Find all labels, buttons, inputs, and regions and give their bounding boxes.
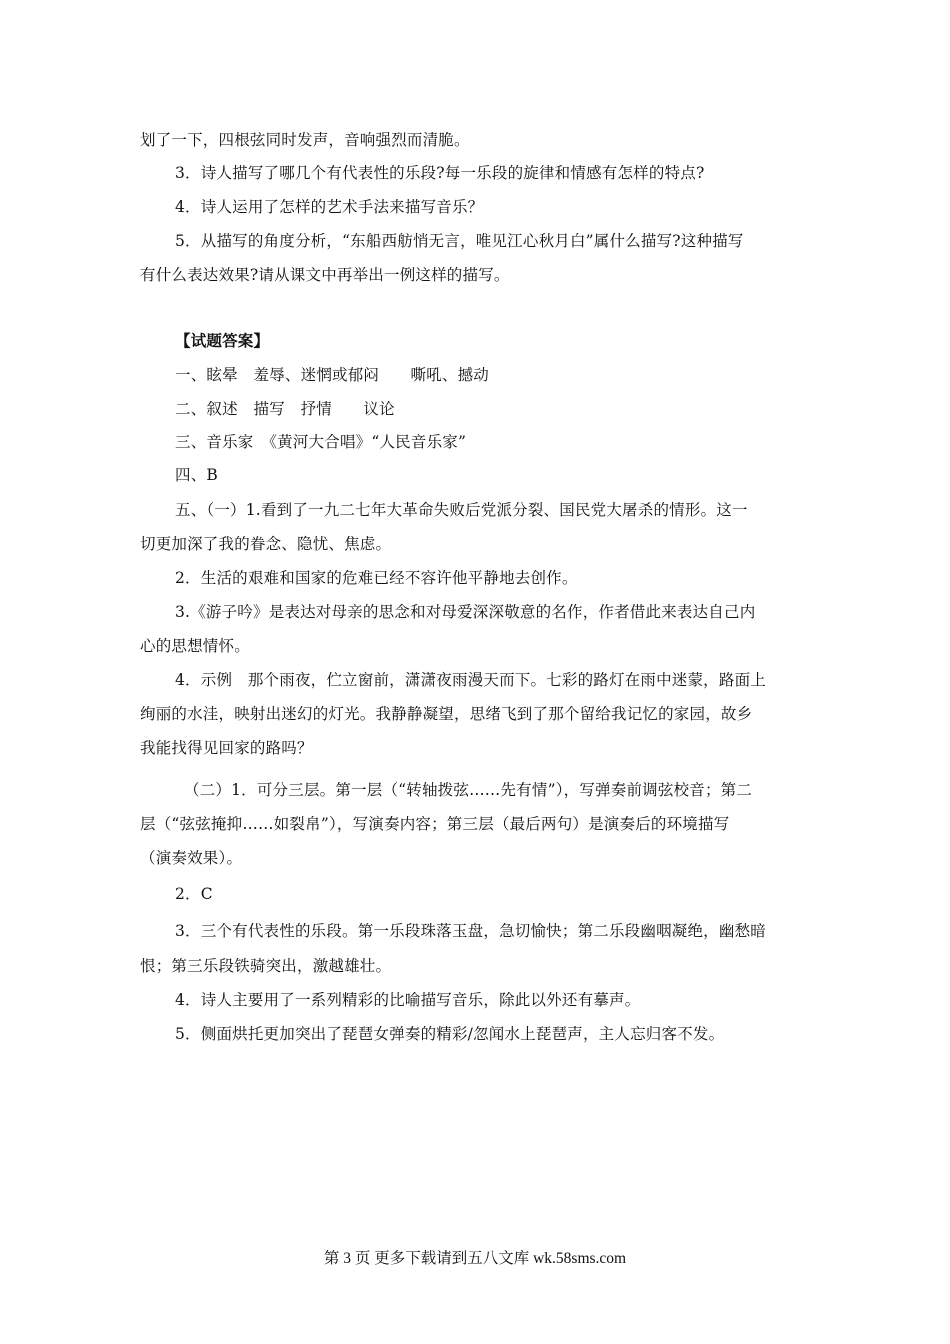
page-footer: 第 3 页 更多下载请到五八文库 wk.58sms.com xyxy=(323,1250,627,1267)
answer-3: 三、音乐家 《黄河大合唱》“人民音乐家” xyxy=(175,433,467,451)
answer-b-1-line-3: （演奏效果）。 xyxy=(140,849,243,867)
answer-1: 一、眩晕 羞辱、迷惘或郁闷 嘶吼、撼动 xyxy=(175,366,490,384)
question-3: 3．诗人描写了哪几个有代表性的乐段?每一乐段的旋律和情感有怎样的特点? xyxy=(175,164,705,182)
answers-heading: 【试题答案】 xyxy=(175,331,270,350)
question-5-line-1: 5．从描写的角度分析，“东船西舫悄无言，唯见江心秋月白”属什么描写?这种描写 xyxy=(175,232,744,250)
answer-b-2: 2．C xyxy=(175,885,213,903)
answer-5-4-line-2: 绚丽的水洼，映射出迷幻的灯光。我静静凝望，思绪飞到了那个留给我记忆的家园，故乡 xyxy=(140,705,753,723)
answer-2: 二、叙述 描写 抒情 议论 xyxy=(175,400,395,418)
answer-5-3-line-2: 心的思想情怀。 xyxy=(140,637,250,655)
question-2-continued: 划了一下，四根弦同时发声，音响强烈而清脆。 xyxy=(140,131,470,149)
question-4: 4．诗人运用了怎样的艺术手法来描写音乐？ xyxy=(175,198,484,216)
answer-5-1-line-1: 五、（一）1.看到了一九二七年大革命失败后党派分裂、国民党大屠杀的情形。这一 xyxy=(175,501,748,519)
answer-b-1-line-1: （二）1．可分三层。第一层（“转轴拨弦……先有情”），写弹奏前调弦校音；第二 xyxy=(184,781,753,799)
answer-b-5: 5．侧面烘托更加突出了琵琶女弹奏的精彩/忽闻水上琵琶声，主人忘归客不发。 xyxy=(175,1025,725,1043)
answer-b-3-line-1: 3．三个有代表性的乐段。第一乐段珠落玉盘，急切愉快；第二乐段幽咽凝绝，幽愁暗 xyxy=(175,922,766,940)
answer-4: 四、B xyxy=(175,466,218,484)
question-5-line-2: 有什么表达效果?请从课文中再举出一例这样的描写。 xyxy=(140,266,510,284)
answer-b-4: 4．诗人主要用了一系列精彩的比喻描写音乐，除此以外还有摹声。 xyxy=(175,991,641,1009)
answer-5-4-line-3: 我能找得见回家的路吗？ xyxy=(140,739,313,757)
answer-5-3-line-1: 3.《游子吟》是表达对母亲的思念和对母爱深深敬意的名作，作者借此来表达自己内 xyxy=(175,603,756,621)
answer-b-3-line-2: 恨；第三乐段铁骑突出，激越雄壮。 xyxy=(140,957,392,975)
answer-5-2: 2．生活的艰难和国家的危难已经不容许他平静地去创作。 xyxy=(175,569,578,587)
answer-5-4-line-1: 4．示例 那个雨夜，伫立窗前，潇潇夜雨漫天而下。七彩的路灯在雨中迷蒙，路面上 xyxy=(175,671,766,689)
answer-5-1-line-2: 切更加深了我的眷念、隐忧、焦虑。 xyxy=(140,535,392,553)
answer-b-1-line-2: 层（“弦弦掩抑……如裂帛”），写演奏内容；第三层（最后两句）是演奏后的环境描写 xyxy=(140,815,730,833)
